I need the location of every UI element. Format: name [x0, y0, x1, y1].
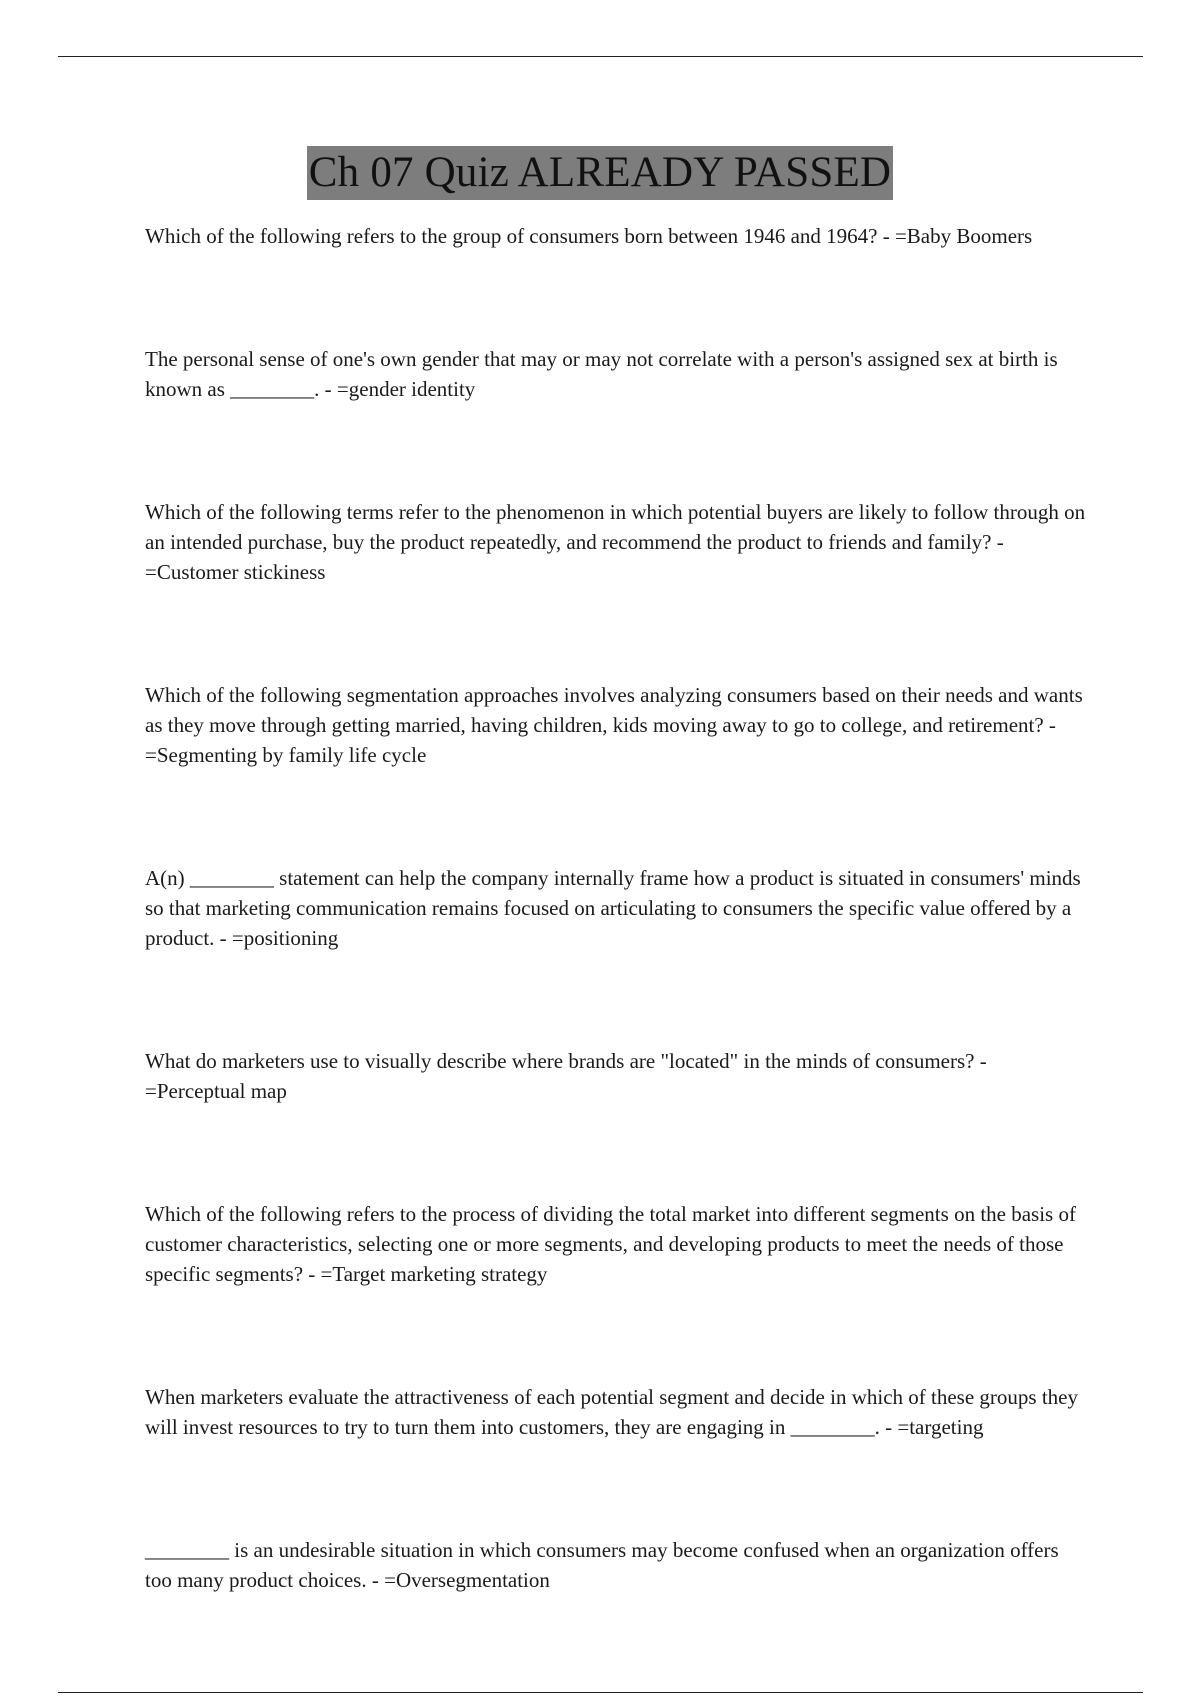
qa-item: ________ is an undesirable situation in which consumers may become confused when an organization offers too many product choices. - =Oversegmentation — [145, 1538, 1059, 1592]
bottom-divider — [58, 1692, 1143, 1693]
qa-item: A(n) ________ statement can help the company internally frame how a product is situated in consumers' minds so that marketing communication remains focused on articulating to consumers the specific value offered by a product. - =positioning — [145, 866, 1081, 950]
document-title: Ch 07 Quiz ALREADY PASSED — [307, 146, 893, 200]
qa-item: Which of the following refers to the group of consumers born between 1946 and 1964? - =Baby Boomers — [145, 224, 1033, 248]
qa-list — [145, 221, 1090, 1595]
qa-item: Which of the following segmentation approaches involves analyzing consumers based on their needs and wants as they move through getting married, having children, kids moving away to go to college, and retirement? - =Segmenting by family life cycle — [145, 683, 1083, 767]
top-divider — [58, 56, 1143, 57]
qa-item: Which of the following refers to the process of dividing the total market into different segments on the basis of customer characteristics, selecting one or more segments, and developing products to meet the needs of those specific segments? - =Target marketing strategy — [145, 1202, 1076, 1286]
qa-item: The personal sense of one's own gender that may or may not correlate with a person's assigned sex at birth is known as ________. - =gender identity — [145, 347, 1058, 401]
qa-item: When marketers evaluate the attractiveness of each potential segment and decide in which of these groups they will invest resources to try to turn them into customers, they are engaging in ________. - =targeting — [145, 1385, 1078, 1439]
title-block — [0, 146, 1200, 200]
qa-item: What do marketers use to visually describe where brands are "located" in the minds of consumers? - =Perceptual map — [145, 1049, 987, 1103]
qa-item: Which of the following terms refer to the phenomenon in which potential buyers are likely to follow through on an intended purchase, buy the product repeatedly, and recommend the product to friends and family? - =Customer stickiness — [145, 500, 1086, 584]
